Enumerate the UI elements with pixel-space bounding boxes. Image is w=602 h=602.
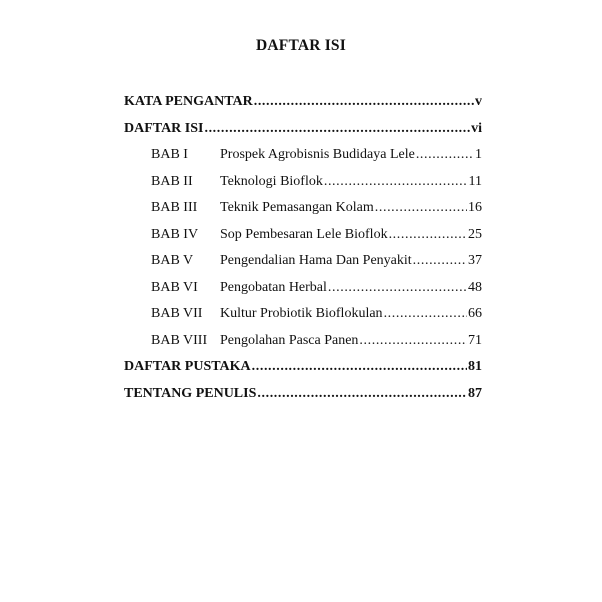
toc-page-number: 11 (468, 173, 482, 189)
dot-leader (204, 116, 470, 143)
toc-page-number: 81 (468, 359, 482, 374)
toc-page-number: 48 (468, 279, 482, 295)
toc-page-number: 1 (475, 147, 482, 162)
toc-page-number: 16 (468, 200, 482, 215)
toc-entry-bab-8 (124, 328, 482, 355)
toc-chapter-number: BAB II (151, 173, 193, 189)
toc-page-number: v (475, 94, 482, 109)
toc-entry-label: Teknik Pemasangan Kolam (220, 200, 374, 215)
toc-entry-bab-3 (124, 195, 482, 222)
dot-leader (384, 301, 467, 328)
toc-entry-bab-6 (124, 275, 482, 302)
dot-leader (252, 354, 467, 381)
toc-entry-label: Sop Pembesaran Lele Bioflok (220, 226, 388, 242)
toc-entry-tentang-penulis (124, 381, 482, 408)
toc-page-number: 66 (468, 306, 482, 321)
dot-leader (416, 142, 474, 169)
toc-chapter-number: BAB VIII (151, 332, 208, 348)
page-title: DAFTAR ISI (256, 37, 346, 54)
toc-entry-label: Pengendalian Hama Dan Penyakit (220, 253, 412, 268)
dot-leader (324, 169, 468, 196)
dot-leader (359, 328, 467, 355)
toc-entry-kata-pengantar (124, 89, 482, 116)
toc-entry-label: Kultur Probiotik Bioflokulan (220, 306, 383, 321)
dot-leader (375, 195, 467, 222)
toc-page-number: 37 (468, 253, 482, 268)
toc-entry-bab-4 (124, 222, 482, 249)
toc-entry-bab-7 (124, 301, 482, 328)
toc-chapter-number: BAB III (151, 200, 198, 215)
toc-entry-bab-2 (124, 169, 482, 196)
dot-leader (413, 248, 467, 275)
toc-entry-daftar-isi (124, 116, 482, 143)
toc-page-number: 71 (468, 332, 482, 348)
toc-entry-bab-1 (124, 142, 482, 169)
toc-entry-daftar-pustaka (124, 354, 482, 381)
toc-chapter-number: BAB VII (151, 306, 203, 321)
dot-leader (389, 222, 467, 249)
toc-chapter-number: BAB VI (151, 279, 198, 295)
toc-page-number: vi (471, 120, 482, 136)
toc-entry-label: Teknologi Bioflok (220, 173, 323, 189)
toc-entry-label: KATA PENGANTAR (124, 94, 253, 109)
dot-leader (328, 275, 467, 302)
toc-chapter-number: BAB V (151, 253, 194, 268)
table-of-contents (124, 89, 482, 407)
toc-entry-label: Pengolahan Pasca Panen (220, 332, 359, 348)
toc-entry-label: TENTANG PENULIS (124, 385, 257, 401)
toc-chapter-number: BAB IV (151, 226, 199, 242)
toc-entry-label: DAFTAR PUSTAKA (124, 359, 251, 374)
toc-entry-bab-5 (124, 248, 482, 275)
dot-leader (257, 381, 467, 408)
dot-leader (254, 89, 474, 116)
toc-entry-label: DAFTAR ISI (124, 120, 204, 136)
toc-page-number: 87 (468, 385, 482, 401)
toc-page-number: 25 (468, 226, 482, 242)
toc-entry-label: Pengobatan Herbal (220, 279, 327, 295)
toc-chapter-number: BAB I (151, 147, 188, 162)
toc-entry-label: Prospek Agrobisnis Budidaya Lele (220, 147, 415, 162)
